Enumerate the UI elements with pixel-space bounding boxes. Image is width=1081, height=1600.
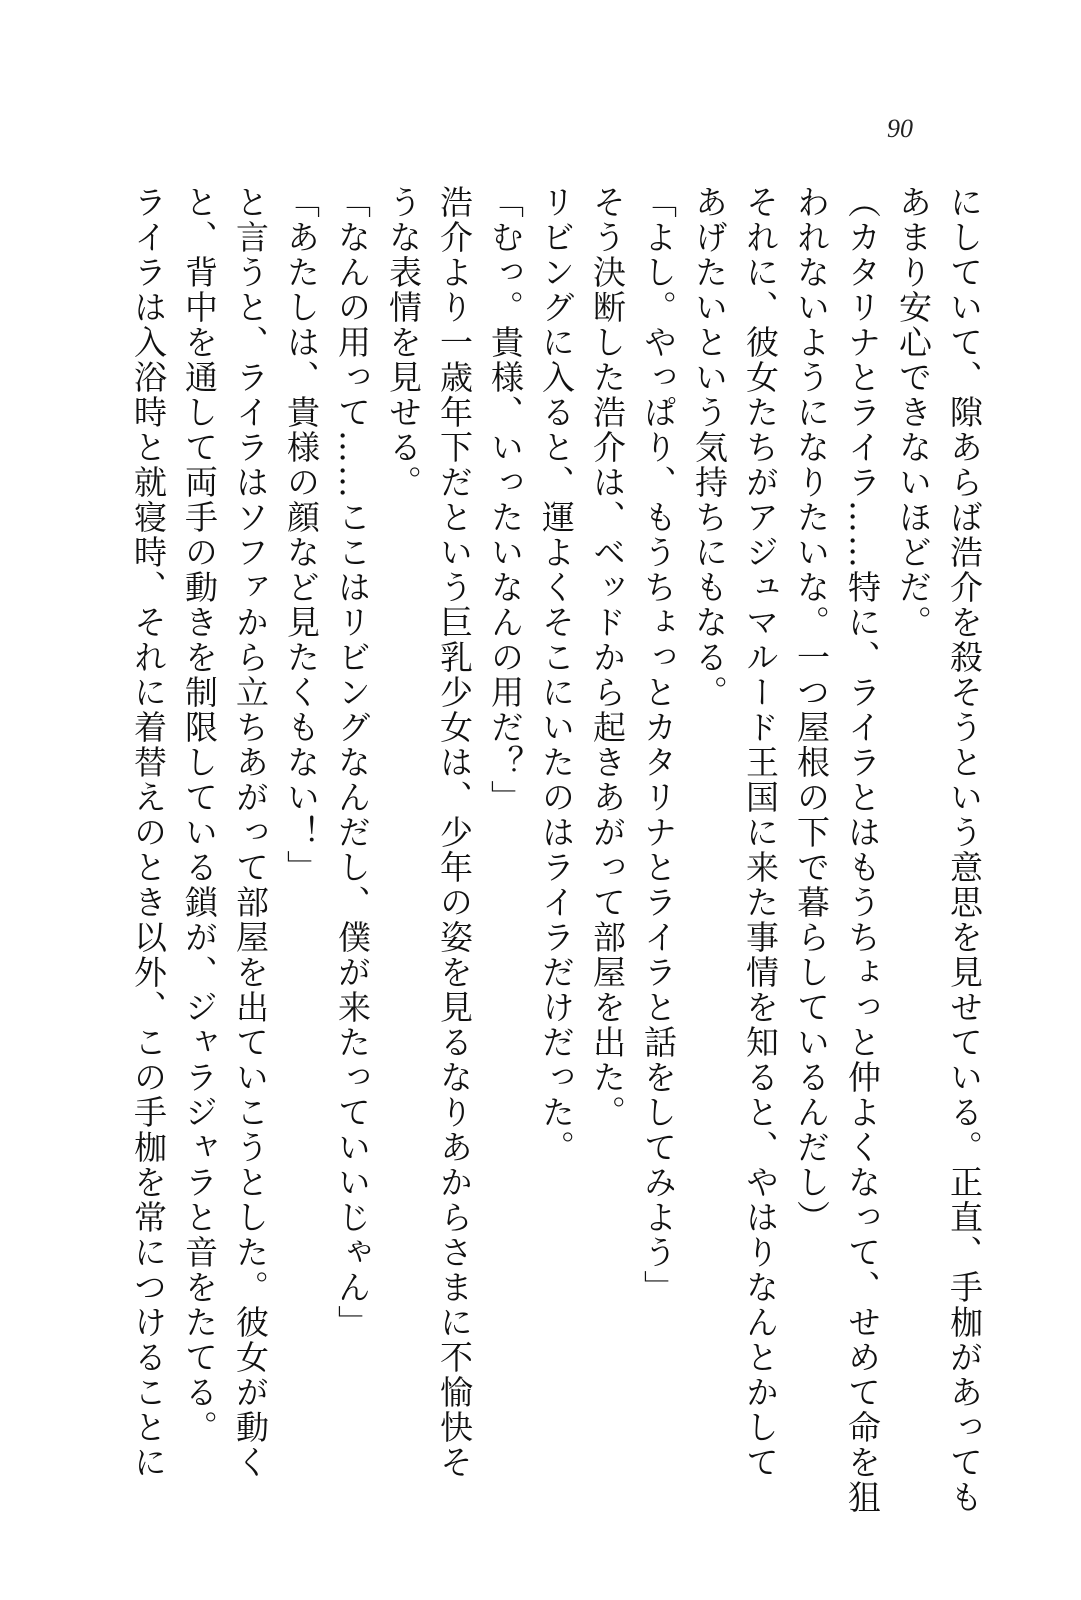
text-line: そう決断した浩介は、ベッドから起きあがって部屋を出た。 [588,185,627,1130]
text-line: 浩介より一歳年下だという巨乳少女は、少年の姿を見るなりあからさまに不愉快そ [435,185,474,1480]
text-line: （カタリナとライラ……特に、ライラとはもうちょっと仲よくなって、せめて命を狙 [843,185,882,1515]
text-line: あまり安心できないほどだ。 [894,185,933,640]
text-line: それに、彼女たちがアジュマルード王国に来た事情を知ると、やはりなんとかして [741,185,780,1480]
text-line: 「あたしは、貴様の顔など見たくもない！」 [282,185,321,885]
text-line: と言うと、ライラはソファから立ちあがって部屋を出ていこうとした。彼女が動く [231,185,270,1480]
text-line: ライラは入浴時と就寝時、それに着替えのとき以外、この手枷を常につけることに [129,185,168,1480]
text-line: と、背中を通して両手の動きを制限している鎖が、ジャラジャラと音をたてる。 [180,185,219,1445]
text-line: にしていて、隙あらば浩介を殺そうという意思を見せている。正直、手枷があっても [945,185,984,1515]
text-line: 「なんの用って……ここはリビングなんだし、僕が来たっていいじゃん」 [333,185,372,1340]
page-number: 90 [887,114,913,143]
vertical-text-body [129,185,990,1515]
text-line: うな表情を見せる。 [384,185,423,500]
text-line: リビングに入ると、運よくそこにいたのはライラだけだった。 [537,185,576,1165]
text-line: われないようになりたいな。一つ屋根の下で暮らしているんだし） [792,185,831,1235]
text-line: 「むっ。貴様、いったいなんの用だ？」 [486,185,525,815]
text-line: あげたいという気持ちにもなる。 [690,185,729,710]
text-line: 「よし。やっぱり、もうちょっとカタリナとライラと話をしてみよう」 [639,185,678,1305]
